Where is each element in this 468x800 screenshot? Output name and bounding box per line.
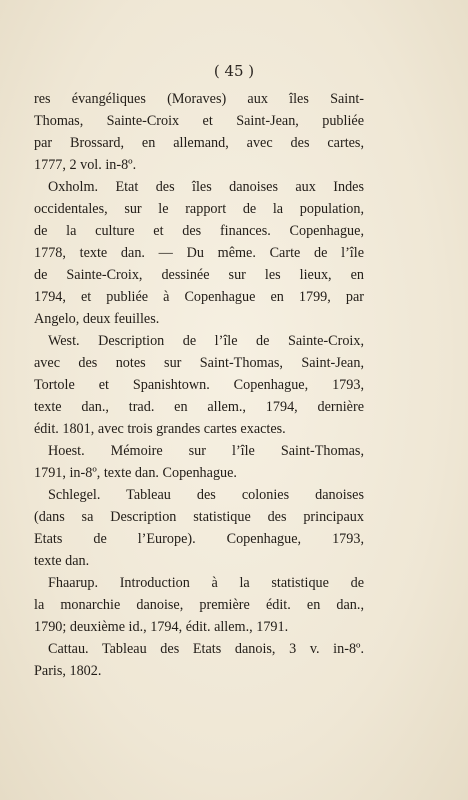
text-line: Hoest. Mémoire sur l’île Saint-Thomas,	[48, 443, 364, 459]
text-line: édit. 1801, avec trois grandes cartes exactes.	[34, 421, 286, 437]
text-line: texte dan.	[34, 553, 90, 569]
text-line: Cattau. Tableau des Etats danois, 3 v. in-8º.	[48, 641, 364, 657]
text-line: de Sainte-Croix, dessinée sur les lieux, en	[34, 267, 364, 283]
text-line: Tortole et Spanishtown. Copenhague, 1793,	[34, 377, 364, 393]
text-line: (dans sa Description statistique des principaux	[34, 509, 364, 525]
text-line: occidentales, sur le rapport de la population,	[34, 201, 364, 217]
page-number: ( 45 )	[213, 62, 255, 80]
text-line: Etats de l’Europe). Copenhague, 1793,	[34, 531, 364, 547]
text-line: West. Description de l’île de Sainte-Croix,	[48, 333, 364, 349]
text-line: Oxholm. Etat des îles danoises aux Indes	[48, 179, 364, 195]
text-line: par Brossard, en allemand, avec des cartes,	[34, 135, 364, 151]
text-line: res évangéliques (Moraves) aux îles Saint-	[34, 91, 364, 107]
text-line: Schlegel. Tableau des colonies danoises	[48, 487, 364, 503]
text-line: la monarchie danoise, première édit. en dan.,	[34, 597, 364, 613]
text-line: Thomas, Sainte-Croix et Saint-Jean, publiée	[34, 113, 364, 129]
text-line: 1794, et publiée à Copenhague en 1799, par	[34, 289, 364, 305]
text-line: de la culture et des finances. Copenhague,	[34, 223, 364, 239]
text-line: texte dan., trad. en allem., 1794, dernière	[34, 399, 364, 415]
text-line: 1778, texte dan. — Du même. Carte de l’île	[34, 245, 364, 261]
text-line: avec des notes sur Saint-Thomas, Saint-Jean,	[34, 355, 364, 371]
text-line: 1790; deuxième id., 1794, édit. allem., 1791.	[34, 619, 289, 635]
text-line: Fhaarup. Introduction à la statistique de	[48, 575, 364, 591]
text-line: Angelo, deux feuilles.	[34, 311, 160, 327]
text-line: 1791, in-8º, texte dan. Copenhague.	[34, 465, 237, 481]
text-line: 1777, 2 vol. in-8º.	[34, 157, 137, 173]
text-line: Paris, 1802.	[34, 663, 102, 679]
body-text	[34, 88, 364, 682]
